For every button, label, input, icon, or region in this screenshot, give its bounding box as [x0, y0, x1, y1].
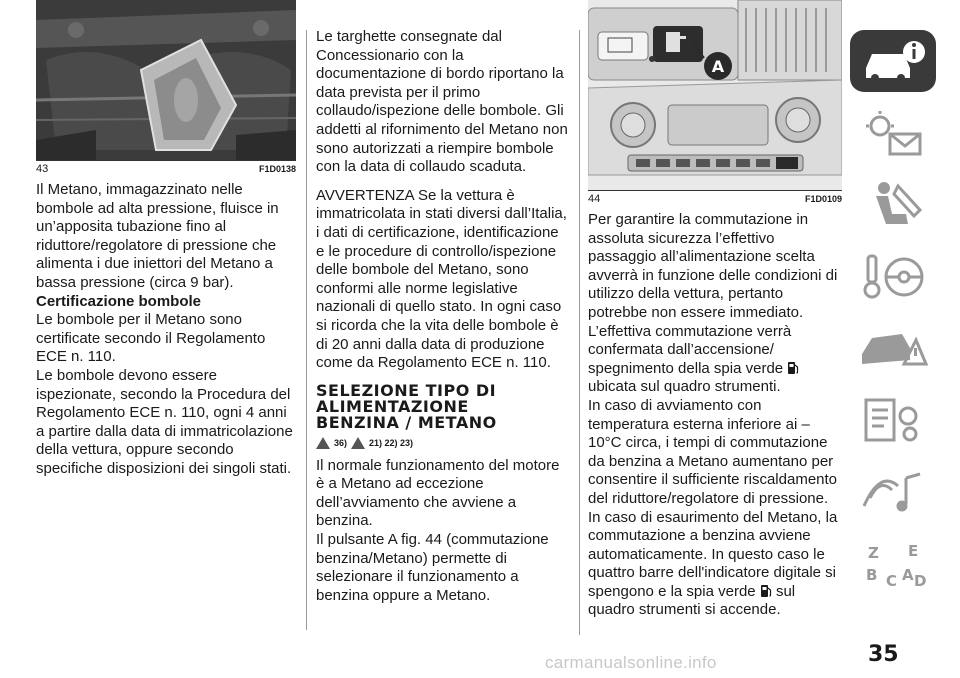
- paragraph-text: L’effettiva commutazione verrà confermata dall’accensione/ spegnimento della spia verde: [588, 322, 792, 377]
- warning-references: [316, 437, 569, 449]
- chapter-navigation-sidebar: [850, 30, 936, 606]
- multimedia-music-icon[interactable]: [850, 462, 936, 524]
- warning-ref: 36): [334, 437, 348, 448]
- paragraph: Il pulsante A fig. 44 (commutazione benzina/Metano) permette di selezionare il funzionamento a benzina oppure a Metano.: [316, 531, 549, 604]
- svg-text:A: A: [902, 566, 914, 584]
- green-fuel-warning-light-icon: [760, 583, 772, 599]
- paragraph-text: sul quadro strumenti si accende.: [588, 582, 796, 619]
- figure-number: 43: [36, 163, 49, 175]
- paragraph: Le bombole per il Metano sono certificate secondo il Regolamento ECE n. 110.: [36, 311, 266, 366]
- car-info-icon[interactable]: [850, 30, 936, 92]
- paragraph: Le bombole devono essere ispezionate, secondo la Procedura del Regolamento ECE n. 110, ogni 4 anni a partire dalla data di immatricolazione della vettura, oppure secondo specifiche disposizioni dei singoli stati.: [36, 366, 293, 477]
- svg-text:B: B: [866, 566, 878, 584]
- column-2: [316, 28, 569, 605]
- alphabetical-index-icon[interactable]: [850, 534, 936, 596]
- paragraph: Il normale funzionamento del motore è a Metano ad eccezione dell’avviamento che avviene a benzina.: [316, 456, 560, 530]
- section-title-line: BENZINA / METANO: [316, 412, 497, 432]
- svg-text:Z: Z: [868, 544, 879, 562]
- column-divider: [579, 30, 580, 635]
- paragraph-text: ubicata sul quadro strumenti.: [588, 378, 781, 396]
- figure-43-cng-tank-photo: [36, 0, 296, 160]
- paragraph: Il Metano, immagazzinato nelle bombole ad alta pressione, fluisce in un’apposita tubazione fino al riduttore/regolatore di pressione che alimenta i due iniettori del Metano a bassa pressione (circa 9 bar).: [36, 181, 279, 291]
- maintenance-gears-icon[interactable]: [850, 390, 936, 452]
- figure-44-dashboard-switch: [588, 0, 842, 190]
- subheading-certificazione: Certificazione bombole: [36, 292, 202, 310]
- warning-light-message-icon[interactable]: [850, 102, 936, 164]
- svg-text:D: D: [914, 572, 927, 590]
- warning-triangle-icon: [351, 437, 365, 449]
- seat-airbag-icon[interactable]: [850, 174, 936, 236]
- paragraph: [588, 509, 842, 621]
- paragraph: Le targhette consegnate dal Concessionario con la documentazione di bordo riportano la data prevista per il primo collaudo/ispezione delle bombole. Gli addetti al rifornimento del Metano non sono autorizzati a riempire bombole con la data di collaudo scaduta.: [316, 28, 568, 176]
- paragraph: [588, 323, 842, 397]
- svg-text:C: C: [886, 572, 898, 590]
- column-3: [588, 0, 842, 620]
- figure-44-caption: [588, 190, 842, 205]
- paragraph: In caso di avviamento con temperatura esterna inferiore ai –10°C circa, i tempi di commutazione da benzina a Metano aumentano per consentire il sufficiente riscaldamento del riduttore/regolatore di pressione.: [588, 396, 838, 507]
- callout-label: A: [711, 57, 725, 76]
- page-number: 35: [868, 642, 899, 667]
- warning-ref: 21) 22) 23): [369, 437, 414, 448]
- section-title-line: SELEZIONE TIPO DI: [316, 380, 497, 400]
- section-title-line: ALIMENTAZIONE: [316, 396, 469, 416]
- paragraph-text: In caso di esaurimento del Metano, la commutazione a benzina avviene automaticamente. In questo caso le quattro barre dell'indicatore digitale si spengono e la spia verde: [588, 508, 838, 600]
- figure-number: 44: [588, 193, 601, 205]
- watermark: carmanualsonline.info: [545, 653, 717, 672]
- column-divider: [306, 30, 307, 630]
- dashboard-controls-illustration: [588, 0, 842, 190]
- figure-code: F1D0109: [804, 194, 842, 204]
- green-fuel-warning-light-icon: [787, 360, 799, 376]
- paragraph: AVVERTENZA Se la vettura è immatricolata in stati diversi dall’Italia, i dati di certificazione, identificazione e le procedure di controllo/ispezione delle bombole del Metano, sono conformi alle norme legislative nazionali di quello stato. In ogni caso si ricorda che la vita delle bombole è di 20 anni dalla data di produzione come da Regolamento ECE n. 110.: [316, 186, 567, 372]
- paragraph: Per garantire la commutazione in assoluta sicurezza l’effettivo passaggio all’alimentazione scelta avverrà in funzione delle condizioni di utilizzo della vettura, pertanto potrebbe non essere immediato.: [588, 211, 838, 321]
- cng-tank-underbody-illustration: [36, 0, 296, 160]
- svg-text:E: E: [908, 542, 919, 560]
- car-accident-icon[interactable]: [850, 318, 936, 380]
- figure-code: F1D0138: [258, 164, 296, 174]
- column-1: [36, 0, 296, 479]
- figure-43-caption: [36, 160, 296, 175]
- key-steering-wheel-icon[interactable]: [850, 246, 936, 308]
- warning-triangle-icon: [316, 437, 330, 449]
- section-title: [316, 380, 569, 432]
